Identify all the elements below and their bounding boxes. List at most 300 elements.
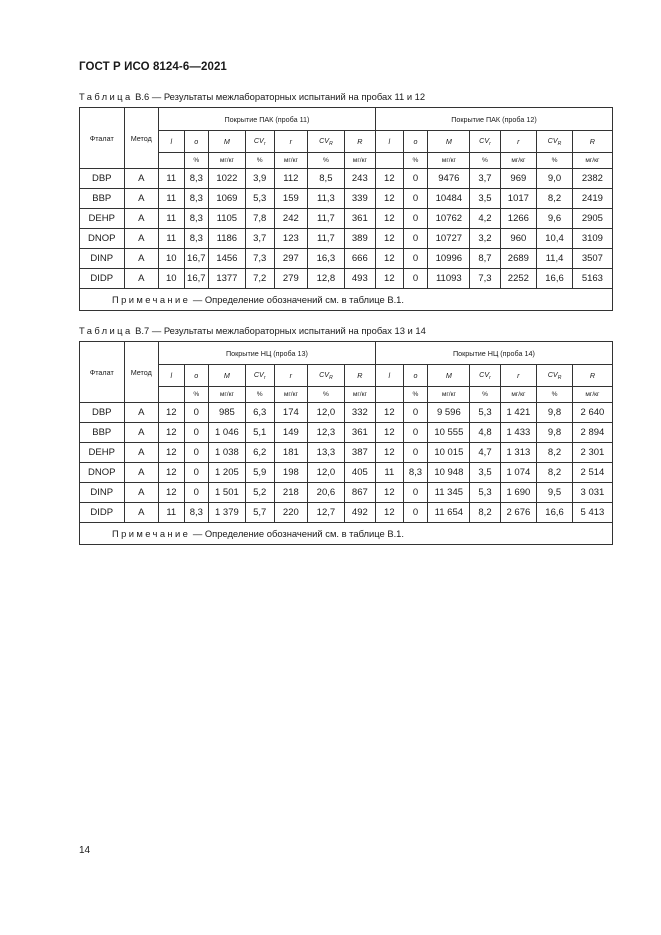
- table-cell: 361: [344, 209, 375, 229]
- unit-cell-g1: %: [184, 387, 208, 403]
- table-cell: 3,7: [470, 169, 500, 189]
- table-cell: 12: [375, 189, 403, 209]
- table-row: [80, 483, 613, 503]
- table-cell: 3,7: [245, 229, 274, 249]
- header-symbol-cv-big-r-g1: [308, 131, 345, 153]
- symbol-cv-big-r-index: R: [329, 141, 333, 147]
- table-cell: 1 074: [500, 463, 537, 483]
- table-cell: DNOP: [80, 229, 125, 249]
- table-cell: 9,6: [537, 209, 573, 229]
- unit-cell-empty-g1: [158, 387, 184, 403]
- table-cell: 16,3: [308, 249, 345, 269]
- symbol-cv-r-index: r: [263, 375, 266, 381]
- table-cell: 198: [274, 463, 307, 483]
- table-cell: 1 501: [209, 483, 246, 503]
- table-cell: 123: [274, 229, 307, 249]
- unit-cell-g1: мг/кг: [344, 387, 375, 403]
- table-cell: 16,7: [184, 269, 208, 289]
- table-cell: 11,3: [308, 189, 345, 209]
- table-cell: 9 596: [428, 403, 470, 423]
- unit-cell-g2: %: [403, 387, 427, 403]
- table-cell: 9,8: [537, 423, 573, 443]
- table-cell: 16,7: [184, 249, 208, 269]
- table-cell: 493: [344, 269, 375, 289]
- symbol-big-r-text: R: [589, 137, 595, 146]
- table-cell: 0: [403, 423, 427, 443]
- table-cell: 2382: [572, 169, 612, 189]
- unit-cell-g2: мг/кг: [500, 387, 537, 403]
- symbol-o-text: o: [413, 371, 418, 380]
- symbol-cv-big-r-index: R: [557, 375, 562, 381]
- header-symbol-o-g1: [184, 131, 208, 153]
- unit-cell-g2: %: [537, 153, 573, 169]
- symbol-cv-r-text: CV: [479, 370, 490, 379]
- symbol-cv-big-r-text: CV: [319, 370, 330, 379]
- symbol-cv-r-index: r: [263, 141, 266, 147]
- table-cell: 11,7: [308, 229, 345, 249]
- table-cell: 2 640: [572, 403, 612, 423]
- table-cell: 5,7: [245, 503, 274, 523]
- unit-cell-g2: мг/кг: [572, 387, 612, 403]
- header-symbol-m-g2: [428, 365, 470, 387]
- table-cell: 12,0: [308, 463, 345, 483]
- table-cell: 7,3: [245, 249, 274, 269]
- table-cell: DIDP: [80, 503, 125, 523]
- table-row: [80, 209, 613, 229]
- table-cell: 0: [184, 463, 208, 483]
- table-cell: 8,2: [537, 463, 573, 483]
- table-cell: 0: [403, 483, 427, 503]
- header-group-1: Покрытие НЦ (проба 13): [158, 342, 375, 365]
- header-symbol-cv-big-r-g1: [308, 365, 345, 387]
- table-cell: 8,3: [184, 209, 208, 229]
- table-cell: 1456: [209, 249, 246, 269]
- table-cell: 12,0: [308, 403, 345, 423]
- table-cell: 8,2: [470, 503, 500, 523]
- table-cell: 12: [375, 269, 403, 289]
- header-method: Метод: [124, 342, 158, 403]
- unit-cell-g1: мг/кг: [274, 387, 307, 403]
- table-cell: 2419: [572, 189, 612, 209]
- header-symbol-cv-r-g2: [470, 131, 500, 153]
- table-cell: A: [124, 269, 158, 289]
- header-symbol-o-g2: [403, 365, 427, 387]
- table-cell: 5163: [572, 269, 612, 289]
- page-number: 14: [79, 845, 91, 856]
- table-cell: A: [124, 189, 158, 209]
- symbol-r-text: r: [517, 137, 520, 146]
- table-cell: 1 038: [209, 443, 246, 463]
- header-phthalate: Фталат: [80, 342, 125, 403]
- table-cell: 9,0: [537, 169, 573, 189]
- table-cell: 11093: [428, 269, 470, 289]
- note-text: — Определение обозначений см. в таблице В.1.: [190, 528, 405, 539]
- header-symbol-m-g1: [209, 131, 246, 153]
- table-cell: 11: [158, 169, 184, 189]
- caption-lead: Таблица: [79, 91, 133, 102]
- table-cell: A: [124, 169, 158, 189]
- unit-cell-g1: %: [308, 153, 345, 169]
- table-cell: 3109: [572, 229, 612, 249]
- table-cell: 10,4: [537, 229, 573, 249]
- table-cell: 2 514: [572, 463, 612, 483]
- table-cell: A: [124, 463, 158, 483]
- table-row: [80, 423, 613, 443]
- table-cell: A: [124, 209, 158, 229]
- unit-cell-g1: мг/кг: [344, 153, 375, 169]
- table-cell: 1 433: [500, 423, 537, 443]
- table-cell: 12,8: [308, 269, 345, 289]
- unit-cell-g2: %: [537, 387, 573, 403]
- unit-cell-g1: %: [245, 153, 274, 169]
- table-cell: 12: [158, 483, 184, 503]
- table-note: [80, 523, 613, 545]
- table-cell: A: [124, 229, 158, 249]
- table-cell: 0: [403, 443, 427, 463]
- table-cell: 12,3: [308, 423, 345, 443]
- table-cell: 16,6: [537, 503, 573, 523]
- table-cell: 960: [500, 229, 537, 249]
- header-symbol-l-g2: [375, 365, 403, 387]
- table-cell: 2 301: [572, 443, 612, 463]
- table-b6: [79, 107, 613, 311]
- table-cell: 5,1: [245, 423, 274, 443]
- table-cell: A: [124, 483, 158, 503]
- symbol-big-r-text: R: [589, 371, 596, 380]
- unit-cell-empty-g2: [375, 387, 403, 403]
- table-cell: 3,9: [245, 169, 274, 189]
- table-cell: A: [124, 249, 158, 269]
- table-row: [80, 463, 613, 483]
- note-lead: Примечание: [112, 294, 191, 305]
- symbol-m-text: M: [223, 371, 230, 380]
- table-cell: 0: [184, 443, 208, 463]
- table-cell: 867: [344, 483, 375, 503]
- table-cell: 10: [158, 249, 184, 269]
- table-cell: 12,7: [308, 503, 345, 523]
- table-cell: A: [124, 503, 158, 523]
- unit-cell-g2: %: [470, 153, 500, 169]
- table-cell: 6,3: [245, 403, 274, 423]
- table-cell: 4,7: [470, 443, 500, 463]
- table-cell: 5,9: [245, 463, 274, 483]
- header-symbol-l-g2: [375, 131, 403, 153]
- table-cell: 7,8: [245, 209, 274, 229]
- table-cell: 243: [344, 169, 375, 189]
- table-row: [80, 269, 613, 289]
- table-cell: 8,3: [184, 229, 208, 249]
- table-cell: 8,2: [537, 443, 573, 463]
- header-group-2: Покрытие ПАК (проба 12): [375, 108, 612, 131]
- table-cell: 12: [375, 209, 403, 229]
- table-cell: 2 894: [572, 423, 612, 443]
- table-cell: 11 654: [428, 503, 470, 523]
- table-cell: 1069: [209, 189, 246, 209]
- table-cell: 4,8: [470, 423, 500, 443]
- table-cell: 218: [274, 483, 307, 503]
- unit-cell-empty-g2: [375, 153, 403, 169]
- table-cell: 387: [344, 443, 375, 463]
- header-symbol-r-g2: [500, 131, 537, 153]
- table-cell: DINP: [80, 249, 125, 269]
- table-cell: 13,3: [308, 443, 345, 463]
- header-symbol-big-r-g2: [572, 131, 612, 153]
- symbol-cv-big-r-text: CV: [319, 136, 330, 145]
- note-text: — Определение обозначений см. в таблице В.1.: [190, 294, 405, 305]
- table-cell: 9476: [428, 169, 470, 189]
- symbol-cv-r-text: CV: [253, 136, 264, 145]
- symbol-l-text: l: [388, 137, 391, 146]
- symbol-l-text: l: [388, 371, 391, 380]
- symbol-r-text: r: [517, 371, 520, 380]
- table-cell: 12: [375, 249, 403, 269]
- table-cell: 7,3: [470, 269, 500, 289]
- table-row: [80, 443, 613, 463]
- table-cell: 2689: [500, 249, 537, 269]
- unit-cell-g2: мг/кг: [428, 153, 470, 169]
- symbol-o-text: o: [194, 371, 199, 380]
- table-cell: 1186: [209, 229, 246, 249]
- symbol-big-r-text: R: [357, 137, 363, 146]
- table-cell: 7,2: [245, 269, 274, 289]
- table-cell: 1 046: [209, 423, 246, 443]
- header-symbol-cv-big-r-g2: [537, 365, 573, 387]
- table-cell: 0: [184, 483, 208, 503]
- table-cell: 985: [209, 403, 246, 423]
- table-cell: 159: [274, 189, 307, 209]
- header-method: Метод: [124, 108, 158, 169]
- table-cell: DINP: [80, 483, 125, 503]
- table-cell: 10: [158, 269, 184, 289]
- symbol-m-text: M: [445, 371, 452, 380]
- table-cell: 4,2: [470, 209, 500, 229]
- header-symbol-cv-big-r-g2: [537, 131, 573, 153]
- symbol-r-text: r: [289, 371, 293, 380]
- table-row: [80, 229, 613, 249]
- table-cell: 5,3: [470, 483, 500, 503]
- table-row: [80, 249, 613, 269]
- table-cell: 1105: [209, 209, 246, 229]
- table-cell: 3,5: [470, 463, 500, 483]
- table-cell: 5,2: [245, 483, 274, 503]
- table-cell: 279: [274, 269, 307, 289]
- table-cell: 11,4: [537, 249, 573, 269]
- table-cell: DIDP: [80, 269, 125, 289]
- table-cell: 3 031: [572, 483, 612, 503]
- symbol-cv-big-r-text: CV: [547, 136, 558, 145]
- table-cell: 969: [500, 169, 537, 189]
- table-cell: 11 345: [428, 483, 470, 503]
- table-cell: DNOP: [80, 463, 125, 483]
- table-cell: 1 421: [500, 403, 537, 423]
- unit-cell-g2: мг/кг: [500, 153, 537, 169]
- table-cell: 242: [274, 209, 307, 229]
- table-cell: A: [124, 443, 158, 463]
- table-cell: 10484: [428, 189, 470, 209]
- table-cell: 0: [403, 169, 427, 189]
- header-symbol-r-g2: [500, 365, 537, 387]
- table-cell: 1 205: [209, 463, 246, 483]
- table-cell: 5,3: [470, 403, 500, 423]
- table-cell: 332: [344, 403, 375, 423]
- table-cell: 11: [375, 463, 403, 483]
- document-header: ГОСТ Р ИСО 8124-6—2021: [79, 61, 227, 73]
- table-cell: 0: [403, 189, 427, 209]
- table-cell: 10 015: [428, 443, 470, 463]
- header-symbol-l-g1: [158, 131, 184, 153]
- table-cell: 1377: [209, 269, 246, 289]
- table-cell: 9,8: [537, 403, 573, 423]
- unit-cell-g2: %: [403, 153, 427, 169]
- table-cell: 0: [403, 269, 427, 289]
- table-cell: 405: [344, 463, 375, 483]
- table-cell: 149: [274, 423, 307, 443]
- table-cell: 12: [158, 403, 184, 423]
- header-phthalate: Фталат: [80, 108, 125, 169]
- header-symbol-big-r-g1: [344, 131, 375, 153]
- header-symbol-m-g1: [209, 365, 246, 387]
- table-cell: BBP: [80, 423, 125, 443]
- symbol-l-text: l: [170, 137, 173, 146]
- table-cell: 0: [403, 249, 427, 269]
- table-cell: 1 690: [500, 483, 537, 503]
- table-cell: 10 948: [428, 463, 470, 483]
- table-cell: 3507: [572, 249, 612, 269]
- table-cell: 2905: [572, 209, 612, 229]
- table-cell: 16,6: [537, 269, 573, 289]
- table-cell: 492: [344, 503, 375, 523]
- table-note: [80, 289, 613, 311]
- table-cell: 11,7: [308, 209, 345, 229]
- table-cell: 1 379: [209, 503, 246, 523]
- table-cell: 11: [158, 189, 184, 209]
- table-cell: 12: [158, 463, 184, 483]
- header-symbol-r-g1: [274, 131, 307, 153]
- header-symbol-big-r-g2: [572, 365, 612, 387]
- unit-cell-g2: %: [470, 387, 500, 403]
- symbol-cv-big-r-index: R: [557, 141, 562, 147]
- table-cell: 3,5: [470, 189, 500, 209]
- header-symbol-o-g2: [403, 131, 427, 153]
- table-cell: 12: [375, 423, 403, 443]
- table-cell: 9,5: [537, 483, 573, 503]
- table-cell: 1017: [500, 189, 537, 209]
- caption-text: В.7 — Результаты межлабораторных испытаний на пробах 13 и 14: [132, 325, 426, 336]
- table-row: [80, 403, 613, 423]
- table-cell: DBP: [80, 403, 125, 423]
- table-cell: 12: [375, 169, 403, 189]
- header-symbol-cv-r-g1: [245, 365, 274, 387]
- table-cell: 8,3: [184, 169, 208, 189]
- table-cell: 0: [184, 403, 208, 423]
- symbol-cv-r-text: CV: [253, 370, 264, 379]
- unit-cell-g1: %: [184, 153, 208, 169]
- symbol-r-text: r: [289, 137, 293, 146]
- table-cell: 112: [274, 169, 307, 189]
- table-b6-caption: [79, 91, 425, 102]
- table-row: [80, 169, 613, 189]
- symbol-m-text: M: [445, 137, 452, 146]
- unit-cell-g1: мг/кг: [209, 387, 246, 403]
- table-cell: 339: [344, 189, 375, 209]
- symbol-cv-big-r-index: R: [329, 375, 333, 381]
- unit-cell-g2: мг/кг: [428, 387, 470, 403]
- table-cell: 389: [344, 229, 375, 249]
- table-cell: 12: [375, 503, 403, 523]
- caption-text: В.6 — Результаты межлабораторных испытаний на пробах 11 и 12: [132, 91, 426, 102]
- table-cell: 11: [158, 209, 184, 229]
- header-symbol-m-g2: [428, 131, 470, 153]
- table-cell: 20,6: [308, 483, 345, 503]
- header-group-2: Покрытие НЦ (проба 14): [375, 342, 612, 365]
- table-b7-caption: [79, 325, 426, 336]
- table-cell: 0: [403, 209, 427, 229]
- table-cell: 361: [344, 423, 375, 443]
- table-cell: BBP: [80, 189, 125, 209]
- table-cell: 0: [184, 423, 208, 443]
- table-cell: 10 555: [428, 423, 470, 443]
- unit-cell-g2: мг/кг: [572, 153, 612, 169]
- header-symbol-l-g1: [158, 365, 184, 387]
- header-symbol-cv-r-g1: [245, 131, 274, 153]
- symbol-cv-r-index: r: [489, 141, 491, 147]
- unit-cell-g1: мг/кг: [209, 153, 246, 169]
- table-cell: 297: [274, 249, 307, 269]
- table-cell: 12: [158, 423, 184, 443]
- table-cell: 12: [375, 403, 403, 423]
- table-cell: 181: [274, 443, 307, 463]
- table-cell: 5,3: [245, 189, 274, 209]
- table-cell: 1022: [209, 169, 246, 189]
- header-symbol-big-r-g1: [344, 365, 375, 387]
- table-cell: 2252: [500, 269, 537, 289]
- table-cell: 0: [403, 403, 427, 423]
- unit-cell-empty-g1: [158, 153, 184, 169]
- table-cell: 1 313: [500, 443, 537, 463]
- unit-cell-g1: мг/кг: [274, 153, 307, 169]
- table-cell: 10727: [428, 229, 470, 249]
- table-cell: 11: [158, 229, 184, 249]
- table-cell: 1266: [500, 209, 537, 229]
- table-cell: 6,2: [245, 443, 274, 463]
- symbol-cv-r-text: CV: [479, 136, 490, 145]
- symbol-o-text: o: [413, 137, 418, 146]
- table-cell: 12: [375, 483, 403, 503]
- header-symbol-cv-r-g2: [470, 365, 500, 387]
- symbol-m-text: M: [223, 137, 230, 146]
- note-lead: Примечание: [112, 528, 191, 539]
- table-cell: DBP: [80, 169, 125, 189]
- table-cell: 5 413: [572, 503, 612, 523]
- symbol-o-text: o: [194, 137, 199, 146]
- table-cell: 8,3: [184, 189, 208, 209]
- table-cell: 0: [403, 229, 427, 249]
- symbol-big-r-text: R: [357, 371, 363, 380]
- table-cell: 8,5: [308, 169, 345, 189]
- table-cell: 12: [158, 443, 184, 463]
- table-cell: 3,2: [470, 229, 500, 249]
- unit-cell-g1: %: [245, 387, 274, 403]
- table-cell: 666: [344, 249, 375, 269]
- header-symbol-o-g1: [184, 365, 208, 387]
- table-cell: 11: [158, 503, 184, 523]
- table-row: [80, 503, 613, 523]
- header-symbol-r-g1: [274, 365, 307, 387]
- table-cell: 8,3: [184, 503, 208, 523]
- table-cell: 12: [375, 443, 403, 463]
- header-group-1: Покрытие ПАК (проба 11): [158, 108, 375, 131]
- unit-cell-g1: %: [308, 387, 345, 403]
